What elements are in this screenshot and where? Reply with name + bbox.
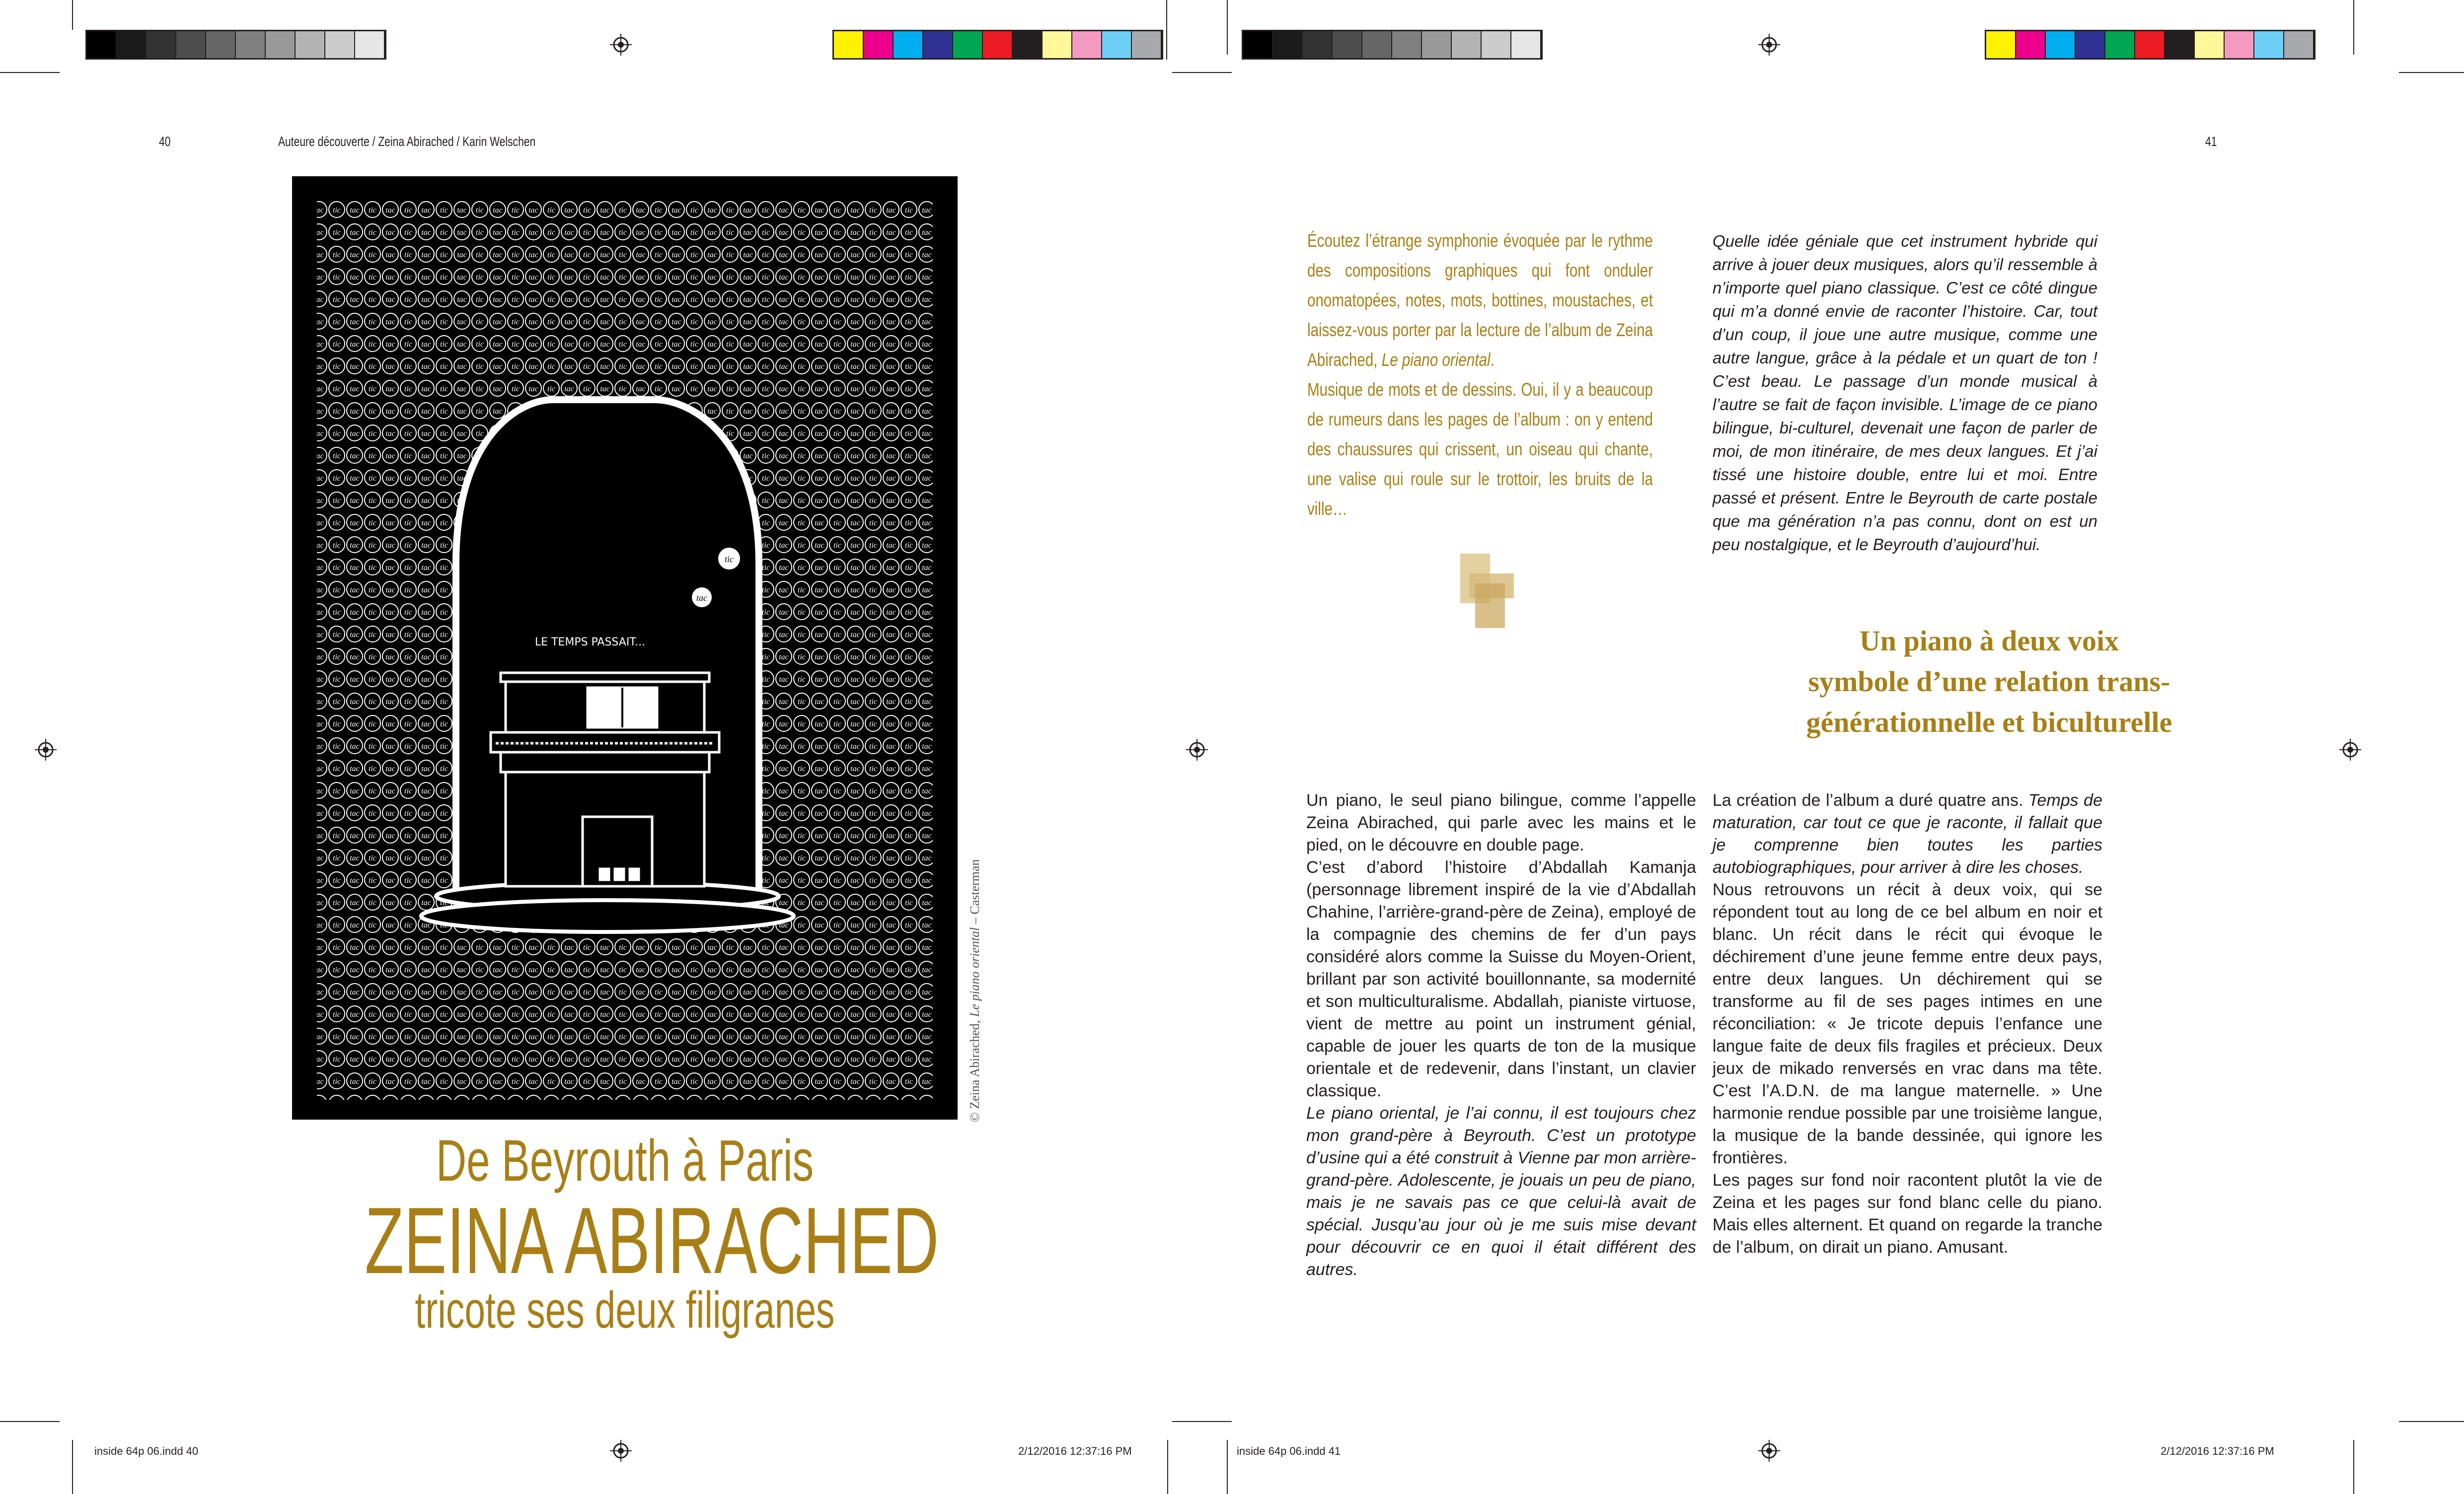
color-swatch [2105,31,2135,58]
section-subhead: Un piano à deux voix symbole d’une relation trans- générationnelle et biculturelle [1806,625,2172,738]
color-swatch [2135,31,2165,58]
crop-mark [0,72,60,73]
slug-file-left: inside 64p 06.indd 40 [94,1445,199,1457]
registration-mark-icon [1186,739,1208,761]
registration-mark-icon [1758,34,1780,56]
color-swatch [953,31,983,58]
speech-caption: LE TEMPS PASSAIT... [534,636,646,648]
registration-mark-icon [610,34,632,56]
color-swatch [983,31,1013,58]
crop-mark [2353,1440,2354,1494]
crop-mark [2399,72,2464,73]
color-swatch [923,31,953,58]
color-swatch [2254,31,2284,58]
color-swatch [1102,31,1132,58]
body-paragraph: Les pages sur fond noir racontent plutôt la vie de Zeina et les pages sur fond blanc celle du piano. Mais elles alternent. Et quand on regarde la tranche de l’album, on dirait un piano. Amusant. [1713,1171,2102,1257]
color-swatch [1452,31,1482,58]
crop-mark [1167,1440,1168,1494]
body-paragraph: La création de l’album a duré quatre ans. Temps de maturation, car tout ce que je raconte, il fallait que je comprenne bien toutes les parties autobiographiques, pour arriver à dire les choses. [1713,791,2102,877]
body-column-left [1306,789,1696,1281]
color-swatch [87,31,117,58]
color-swatch [1392,31,1422,58]
color-swatch [176,31,206,58]
bubble-left: tic [725,554,734,564]
color-swatch [2284,31,2314,58]
color-swatch [1303,31,1333,58]
body-paragraph: Le piano oriental, je l’ai connu, il est toujours chez mon grand-père à Beyrouth. C’est un prototype d’usine qui a été construit à Vienne par mon arrière-grand-père. Adolescente, je jouais un peu de piano, mais je ne savais pas ce que celui-là avait de spécial. Jusqu’au jour où je me suis mise devant pour découvrir ce en quoi il était différent des autres. [1306,1104,1696,1279]
registration-mark-icon [2339,739,2361,761]
color-swatch [2016,31,2046,58]
gray-bar-left [85,30,386,60]
color-swatch [1243,31,1273,58]
page-number-left: 40 [159,134,171,149]
color-swatch [117,31,147,58]
color-swatch [834,31,864,58]
process-bar-left [832,30,1163,60]
color-swatch [1482,31,1511,58]
page-number-right: 41 [2205,134,2217,149]
title-line-2: ZEINA ABIRACHED [365,1188,939,1293]
slug-date-left: 2/12/2016 12:37:16 PM [1018,1445,1132,1457]
color-swatch [1072,31,1102,58]
color-swatch [206,31,236,58]
registration-mark-icon [35,739,57,761]
crop-mark [1172,1421,1232,1422]
quote-column: Quelle idée géniale que cet instrument hybride qui arrive à jouer deux musiques, alors qu’il ressemble à n’importe quel piano classique. C’est ce côté dingue qui m’a donné envie de raconter l’histoire. Car, tout d’un coup, il joue une autre musique, comme une autre langue, grâce à la pédale et un quart de ton ! C’est beau. Le passage d’un monde musical à l’autre se fait de façon invisible. L’image de ce piano bilingue, bi-culturel, devenait une façon de parler de moi, de mon itinéraire, de mes deux langues. Et j’ai tissé une histoire double, entre lui et moi. Entre passé et présent. Entre le Beyrouth de carte postale que ma génération n’a pas connu, dont on est un peu nostalgique, et le Beyrouth d’aujourd’hui. [1713,232,2097,554]
color-swatch [1132,31,1162,58]
color-swatch [2076,31,2105,58]
illustration [292,176,958,1120]
body-paragraph: Nous retrouvons un récit à deux voix, qui se répondent tout au long de ce bel album en noir et blanc. Un récit dans le récit qui évoque le déchirement d’une jeune femme entre deux pays, entre deux langues. Un déchirement qui se transforme au fil de ses pages intimes en une réconciliation: « Je tricote depuis l’enfance une langue faite de deux fils fragiles et précieux. Deux jeux de mikado renversés en vrac dans ma tête. C’est l’A.D.N. de ma langue maternelle. » Une harmonie rendue possible par une troisième langue, la musique de la bande dessinée, qui ignore les frontières. [1713,880,2102,1167]
slug-file-right: inside 64p 06.indd 41 [1237,1445,1341,1457]
color-swatch [2195,31,2225,58]
color-swatch [296,31,325,58]
color-swatch [325,31,355,58]
color-swatch [355,31,385,58]
bubble-right: tac [696,593,707,603]
intro-text [1307,226,1653,524]
color-swatch [1422,31,1452,58]
title-line-1: De Beyrouth à Paris [436,1128,814,1194]
slug-date-right: 2/12/2016 12:37:16 PM [2161,1445,2274,1457]
color-swatch [1013,31,1043,58]
crop-mark [0,1421,60,1422]
color-swatch [2225,31,2254,58]
crop-mark [1172,72,1232,73]
color-swatch [1986,31,2016,58]
registration-mark-icon [1758,1440,1780,1462]
crop-mark [1227,0,1228,55]
decorative-squares-icon [1460,554,1520,633]
registration-mark-icon [610,1440,632,1462]
process-bar-right [1985,30,2315,60]
photo-credit: © Zeina Abirached, Le piano oriental – Casterman [968,859,982,1122]
color-swatch [864,31,894,58]
body-column-right [1713,789,2102,1259]
color-swatch [1362,31,1392,58]
color-swatch [236,31,266,58]
crop-mark [72,1440,73,1494]
color-swatch [894,31,923,58]
body-paragraph: Un piano, le seul piano bilingue, comme l’appelle Zeina Abirached, qui parle avec les mains et le pied, on le découvre en double page. [1306,791,1696,854]
crop-mark [2399,1421,2464,1422]
gray-bar-right [1242,30,1543,60]
color-swatch [1043,31,1072,58]
piano-icon [491,673,719,886]
color-swatch [2046,31,2076,58]
title-line-3: tricote ses deux filigranes [415,1281,835,1339]
color-swatch [1333,31,1362,58]
crop-mark [1227,1440,1228,1494]
crop-mark [72,0,73,30]
color-swatch [147,31,176,58]
color-swatch [1273,31,1303,58]
crop-mark [2353,0,2354,55]
body-paragraph: C’est d’abord l’histoire d’Abdallah Kamanja (personnage librement inspiré de la vie d’Abdallah Chahine, l’arrière-grand-père de Zeina), employé de la compagnie des chemins de fer d’un pays considéré alors comme la Suisse du Moyen-Orient, brillant par son activité bouillonnante, sa modernité et son multiculturalisme. Abdallah, pianiste virtuose, vient de mettre au point un instrument génial, capable de jouer les quarts de ton de la musique orientale et de redevenir, dans l’instant, un clavier classique. [1306,858,1696,1100]
color-swatch [266,31,296,58]
crop-mark [1166,0,1167,60]
intro-paragraph: Écoutez l’étrange symphonie évoquée par le rythme des compositions graphiques qui font onduler onomatopées, notes, mots, bottines, moustaches, et laissez-vous porter par la lecture de l’album de Zeina Abirached, Le piano oriental. [1307,230,1653,370]
intro-paragraph: Musique de mots et de dessins. Oui, il y a beaucoup de rumeurs dans les pages de l’album : on y entend des chaussures qui crissent, un oiseau qui chante, une valise qui roule sur le trottoir, les bruits de la ville… [1307,379,1653,519]
running-head: Auteure découverte / Zeina Abirached / Karin Welschen [278,134,536,149]
color-swatch [1511,31,1541,58]
color-swatch [2165,31,2195,58]
